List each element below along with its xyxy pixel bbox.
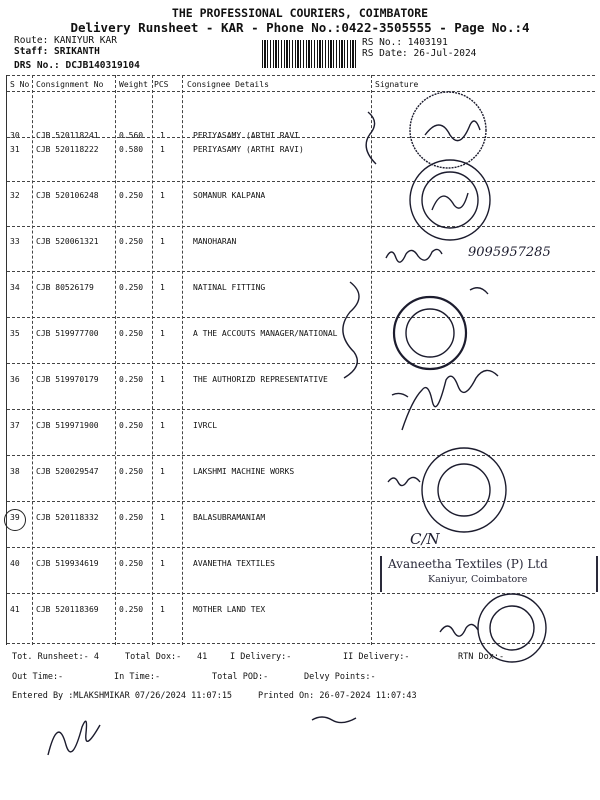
signature-printed bbox=[312, 717, 356, 723]
row-pcs: 1 bbox=[160, 131, 165, 140]
row-consignment: CJB 519970179 bbox=[36, 375, 99, 384]
col-header-pcs: PCS bbox=[154, 80, 169, 89]
col-header-consignment: Consignment No bbox=[36, 80, 104, 89]
row-weight: 0.250 bbox=[119, 191, 144, 200]
row-sno: 34 bbox=[10, 283, 20, 292]
row-sno: 35 bbox=[10, 329, 20, 338]
row-weight: 0.560 bbox=[119, 131, 144, 140]
row-weight: 0.250 bbox=[119, 467, 144, 476]
rtn-dox: RTN Dox:- bbox=[458, 652, 505, 662]
row-pcs: 1 bbox=[160, 375, 165, 384]
stamp-avaneetha-textiles bbox=[380, 556, 598, 592]
i-delivery: I Delivery:- bbox=[230, 652, 292, 662]
row-pcs: 1 bbox=[160, 513, 165, 522]
row-consignee: LAKSHMI MACHINE WORKS bbox=[193, 467, 295, 476]
row-pcs: 1 bbox=[160, 421, 165, 430]
staff-label: Staff: SRIKANTH bbox=[14, 46, 100, 57]
bracket-mark bbox=[343, 282, 359, 378]
handwritten-phone: 9095957285 bbox=[468, 245, 551, 260]
row-consignment: CJB 519977700 bbox=[36, 329, 99, 338]
drs-number: DRS No.: DCJB140319104 bbox=[14, 60, 140, 71]
signature-row33 bbox=[386, 249, 442, 262]
row-sno: 32 bbox=[10, 191, 20, 200]
row-consignment: CJB 520118369 bbox=[36, 605, 99, 614]
row-pcs: 1 bbox=[160, 145, 165, 154]
total-dox-label: Total Dox:- bbox=[125, 652, 182, 662]
row-consignment: CJB 520118332 bbox=[36, 513, 99, 522]
row-consignment: CJB 520118241 bbox=[36, 131, 99, 140]
printed-on: Printed On: 26-07-2024 11:07:43 bbox=[258, 691, 417, 701]
tot-runsheet: Tot. Runsheet:- 4 bbox=[12, 652, 99, 662]
row-sno: 30 bbox=[10, 131, 20, 140]
row-consignment: CJB 520118222 bbox=[36, 145, 99, 154]
row-weight: 0.250 bbox=[119, 237, 144, 246]
col-header-signature: Signature bbox=[375, 80, 419, 89]
row-consignee: A THE ACCOUTS MANAGER/NATIONAL bbox=[193, 329, 338, 338]
delvy-points: Delvy Points:- bbox=[304, 672, 376, 682]
signature-row30 bbox=[425, 121, 480, 141]
rs-number: RS No.: 1403191 bbox=[362, 37, 448, 48]
row-weight: 0.580 bbox=[119, 145, 144, 154]
row-pcs: 1 bbox=[160, 559, 165, 568]
stamp-line-company: Avaneetha Textiles (P) Ltd bbox=[388, 557, 548, 571]
row-consignment: CJB 519934619 bbox=[36, 559, 99, 568]
row-consignee: NATINAL FITTING bbox=[193, 283, 266, 292]
row-consignee: MOTHER LAND TEX bbox=[193, 605, 266, 614]
total-pod: Total POD:- bbox=[212, 672, 269, 682]
row-sno: 31 bbox=[10, 145, 20, 154]
signature-row38 bbox=[388, 477, 420, 485]
route-label: Route: KANIYUR KAR bbox=[14, 35, 117, 46]
row-weight: 0.250 bbox=[119, 283, 144, 292]
col-header-sno: S No bbox=[10, 80, 30, 89]
row-sno: 33 bbox=[10, 237, 20, 246]
document-title: THE PROFESSIONAL COURIERS, COIMBATORE bbox=[171, 6, 429, 20]
out-time: Out Time:- bbox=[12, 672, 64, 682]
entered-by: Entered By :MLAKSHMIKAR 07/26/2024 11:07:15 bbox=[12, 691, 233, 701]
row-weight: 0.250 bbox=[119, 329, 144, 338]
ii-delivery: II Delivery:- bbox=[343, 652, 410, 662]
rs-date: RS Date: 26-Jul-2024 bbox=[362, 48, 477, 59]
row-consignee: AVANETHA TEXTILES bbox=[193, 559, 275, 568]
row-pcs: 1 bbox=[160, 605, 165, 614]
row-consignee: PERIYASAMY (ARTHI RAVI bbox=[193, 131, 299, 140]
col-header-weight: Weight bbox=[119, 80, 148, 89]
row-pcs: 1 bbox=[160, 191, 165, 200]
row-consignee: BALASUBRAMANIAM bbox=[193, 513, 266, 522]
row-consignment: CJB 520106248 bbox=[36, 191, 99, 200]
row-pcs: 1 bbox=[160, 467, 165, 476]
row-consignment: CJB 519971900 bbox=[36, 421, 99, 430]
row-sno: 36 bbox=[10, 375, 20, 384]
row-weight: 0.250 bbox=[119, 559, 144, 568]
row-weight: 0.250 bbox=[119, 375, 144, 384]
row-sno: 37 bbox=[10, 421, 20, 430]
row-consignee: MANOHARAN bbox=[193, 237, 237, 246]
bracket-mark bbox=[366, 112, 376, 164]
row-consignee: THE AUTHORIZD REPRESENTATIVE bbox=[193, 375, 328, 384]
row-weight: 0.250 bbox=[119, 421, 144, 430]
row-sno: 40 bbox=[10, 559, 20, 568]
stamp-line-address: Kaniyur, Coimbatore bbox=[428, 574, 528, 585]
row-consignment: CJB 520029547 bbox=[36, 467, 99, 476]
signature-row32 bbox=[432, 193, 468, 210]
row-consignment: CJB 80526179 bbox=[36, 283, 94, 292]
row-consignment: CJB 520061321 bbox=[36, 237, 99, 246]
in-time: In Time:- bbox=[114, 672, 161, 682]
row-sno: 39 bbox=[10, 513, 20, 522]
stamp-lakshmi-machine-works bbox=[422, 448, 506, 532]
handwritten-cn-note: C/N bbox=[410, 530, 440, 548]
row-sno: 41 bbox=[10, 605, 20, 614]
col-header-consignee: Consignee Details bbox=[187, 80, 269, 89]
row-consignee: SOMANUR KALPANA bbox=[193, 191, 266, 200]
stamp-national-fitting bbox=[394, 297, 466, 369]
signature-entered-by bbox=[48, 721, 100, 755]
signature-row41 bbox=[440, 624, 478, 636]
row-weight: 0.250 bbox=[119, 605, 144, 614]
signature-row37 bbox=[402, 370, 498, 430]
row-consignee: PERIYASAMY (ARTHI RAVI) bbox=[193, 145, 304, 154]
row-pcs: 1 bbox=[160, 329, 165, 338]
row-weight: 0.250 bbox=[119, 513, 144, 522]
row-pcs: 1 bbox=[160, 283, 165, 292]
row-sno: 38 bbox=[10, 467, 20, 476]
row-pcs: 1 bbox=[160, 237, 165, 246]
document-subtitle: Delivery Runsheet - KAR - Phone No.:0422-3505555 - Page No.:4 bbox=[70, 20, 530, 35]
stamp-arthi-traders bbox=[410, 92, 486, 168]
row-consignee: IVRCL bbox=[193, 421, 218, 430]
total-dox-value: 41 bbox=[197, 652, 208, 662]
